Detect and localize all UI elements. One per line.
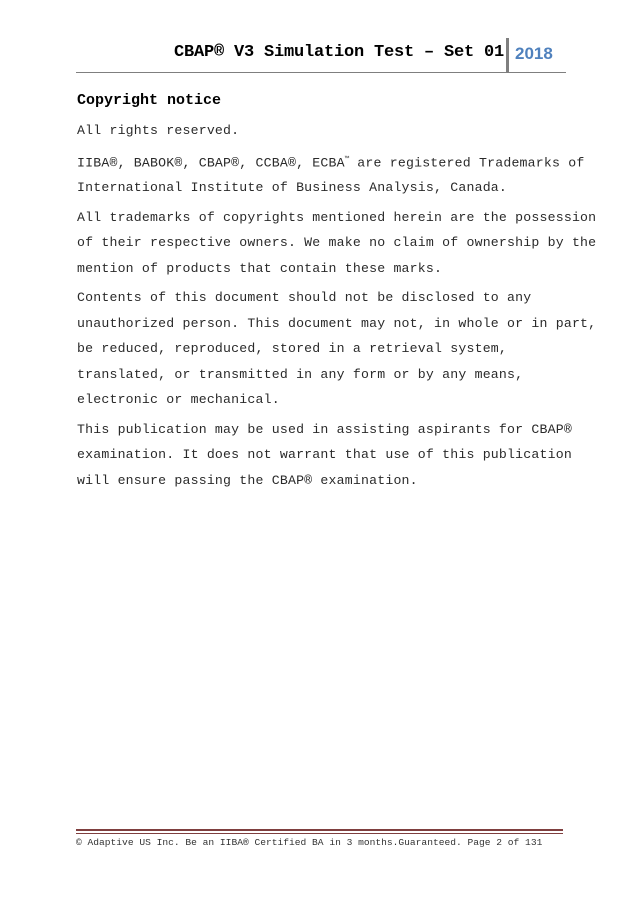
text-line: of their respective owners. We make no claim of ownership by the xyxy=(77,235,597,251)
text-line: This publication may be used in assisting aspirants for CBAP® xyxy=(77,421,572,437)
paragraph-disclosure xyxy=(77,285,597,413)
footer-rule-thin xyxy=(76,833,563,834)
footer-text: © Adaptive US Inc. Be an IIBA® Certified BA in 3 months.Guaranteed. Page 2 of 131 xyxy=(76,837,543,848)
trademark-symbol: ™ xyxy=(344,155,350,164)
text-line: mention of products that contain these marks. xyxy=(77,260,443,276)
text-line: All trademarks of copyrights mentioned herein are the possession xyxy=(77,209,597,225)
page-content xyxy=(77,88,597,497)
text-line: translated, or transmitted in any form or by any means, xyxy=(77,366,524,382)
section-heading: Copyright notice xyxy=(77,92,222,109)
text-line: Contents of this document should not be disclosed to any xyxy=(77,290,532,306)
page-footer xyxy=(76,829,563,848)
text-line: will ensure passing the CBAP® examination. xyxy=(77,472,418,488)
trademark-list-text: IIBA®, BABOK®, CBAP®, CCBA®, ECBA xyxy=(77,154,345,170)
header-divider xyxy=(506,38,509,72)
footer-rule xyxy=(76,829,563,831)
text-line: examination. It does not warrant that use of this publication xyxy=(77,447,572,463)
paragraph-trademarks xyxy=(77,148,585,201)
paragraph-rights xyxy=(77,118,569,144)
document-title: CBAP® V3 Simulation Test – Set 01 xyxy=(173,43,504,62)
page-header xyxy=(76,38,566,73)
text-line: be reduced, reproduced, stored in a retrieval system, xyxy=(77,341,508,357)
paragraph-usage xyxy=(77,417,572,494)
text-line: unauthorized person. This document may not, in whole or in part, xyxy=(77,315,597,331)
text-line xyxy=(77,148,585,176)
document-year: 2018 xyxy=(515,44,553,63)
text-line: International Institute of Business Analysis, Canada. xyxy=(77,180,508,196)
paragraph-ownership xyxy=(77,205,597,282)
text-line: All rights reserved. xyxy=(77,123,240,138)
trademark-suffix-text: are registered Trademarks of xyxy=(349,154,585,170)
text-line: electronic or mechanical. xyxy=(77,392,280,408)
